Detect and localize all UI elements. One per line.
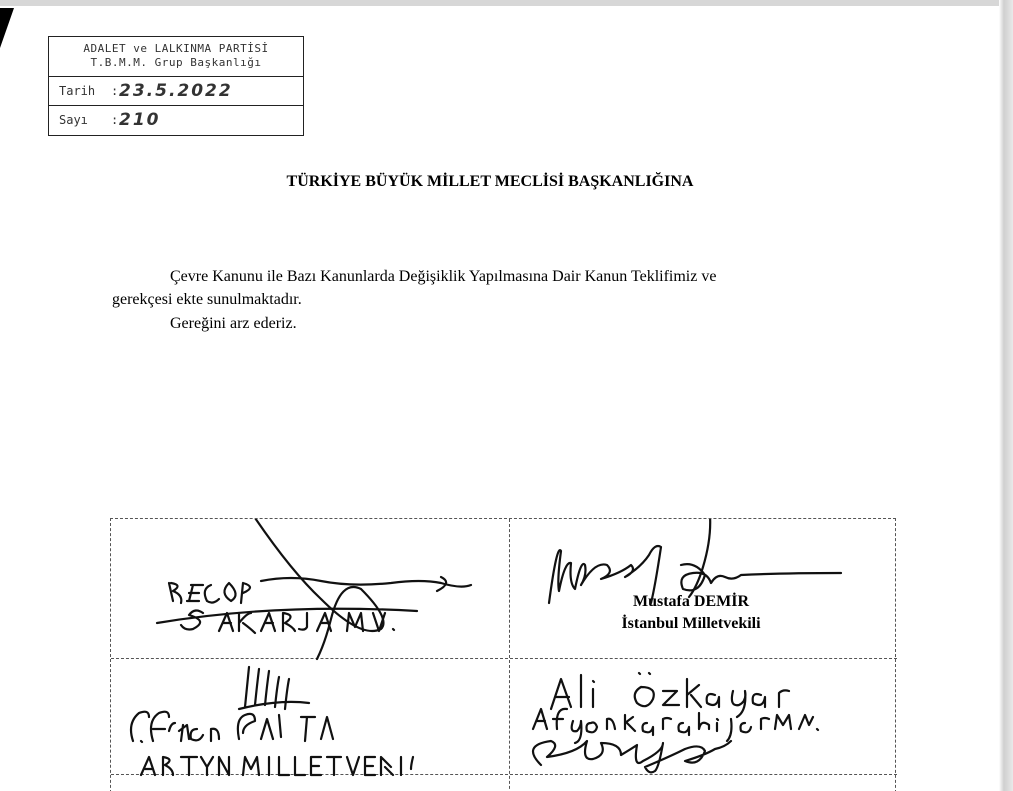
stamp-date-label: Tarih: [59, 84, 96, 98]
body-paragraph-closing: Gereğini arz ederiz.: [170, 315, 297, 332]
stamp-number-row: Sayı : 210: [49, 106, 303, 135]
stamp-number-value: 210: [119, 110, 161, 130]
signer-2-name: Mustafa DEMİR: [633, 593, 749, 610]
signature-table: [110, 518, 896, 791]
body-paragraph-2: gerekçesi ekte sunulmaktadır.: [112, 291, 302, 308]
document-title: TÜRKİYE BÜYÜK MİLLET MECLİSİ BAŞKANLIĞINA: [286, 173, 694, 190]
signature-4-scribble: [533, 673, 818, 772]
scan-corner-mark: [0, 8, 14, 48]
signature-3-scribble: [131, 667, 413, 775]
stamp-date-value: 23.5.2022: [119, 81, 233, 101]
handwritten-signatures: [111, 519, 897, 791]
body-paragraph-1: Çevre Kanunu ile Bazı Kanunlarda Değişiklik Yapılmasına Dair Kanun Teklifimiz ve: [170, 268, 717, 285]
stamp-header: [49, 37, 303, 77]
signature-2-scribble: [549, 519, 841, 603]
stamp-party-line: ADALET ve LALKINMA PARTİSİ: [83, 42, 269, 55]
stamp-number-label: Sayı: [59, 113, 88, 127]
signature-1-scribble: [157, 519, 471, 659]
stamp-date-row: Tarih : 23.5.2022: [49, 77, 303, 106]
page-top-edge: [0, 0, 1013, 6]
page-right-edge: [999, 0, 1013, 791]
signer-2-title: İstanbul Milletvekili: [621, 615, 761, 632]
registry-stamp: [48, 36, 304, 136]
stamp-group-line: T.B.M.M. Grup Başkanlığı: [90, 56, 262, 69]
